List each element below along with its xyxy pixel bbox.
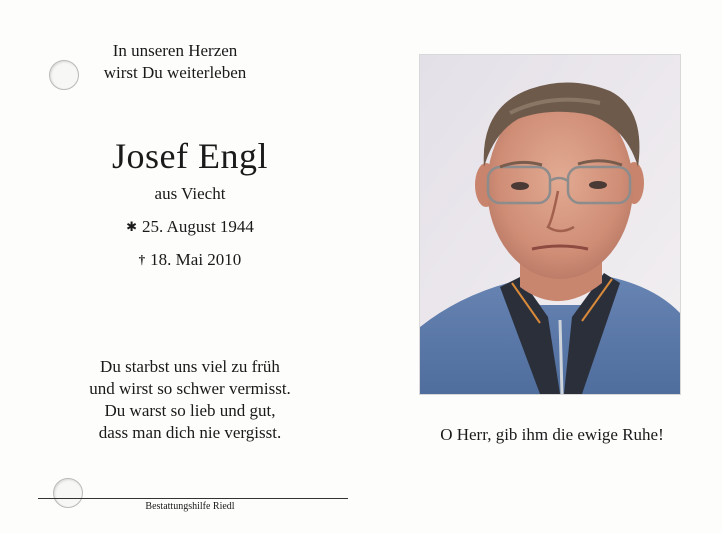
death-date-row [90, 249, 290, 271]
birth-date-row [90, 216, 290, 238]
deceased-name: Josef Engl [112, 136, 268, 176]
memorial-verse [50, 356, 330, 444]
portrait-photo [419, 54, 681, 395]
death-date: 18. Mai 2010 [150, 250, 242, 269]
birth-date: 25. August 1944 [141, 217, 254, 236]
verse-line: Du warst so lieb und gut, [104, 401, 276, 420]
portrait-illustration [420, 55, 680, 394]
intro-text [70, 40, 280, 84]
punch-hole-bottom [53, 478, 83, 508]
cross-death-icon: † [138, 252, 146, 267]
intro-line: wirst Du weiterleben [103, 63, 247, 82]
prayer-text: O Herr, gib ihm die ewige Ruhe! [440, 425, 664, 444]
footer-divider [38, 498, 348, 499]
undertaker-name: Bestattungshilfe Riedl [145, 501, 235, 512]
verse-line: dass man dich nie vergisst. [98, 423, 282, 442]
intro-line: In unseren Herzen [112, 41, 238, 60]
asterisk-birth-icon: ✱ [126, 219, 137, 234]
origin-text: aus Viecht [154, 184, 226, 203]
verse-line: und wirst so schwer vermisst. [89, 379, 291, 398]
verse-line: Du starbst uns viel zu früh [100, 357, 280, 376]
